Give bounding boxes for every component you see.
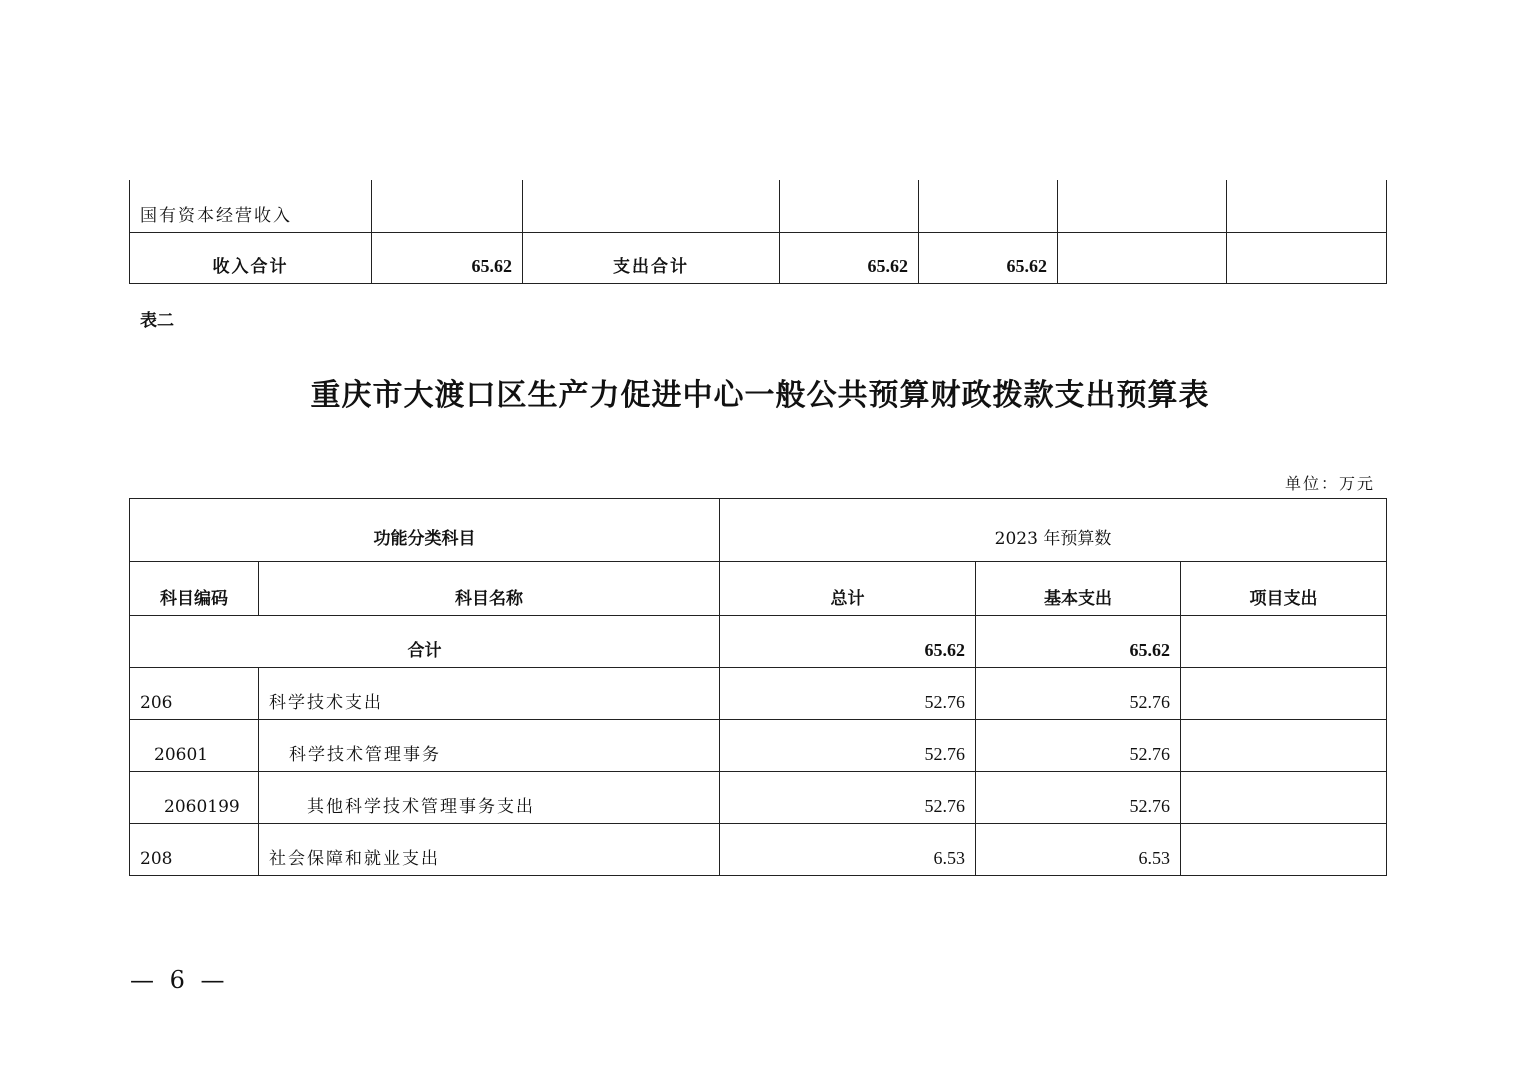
header-row [130, 562, 1387, 616]
cell [372, 180, 523, 232]
cell [523, 180, 780, 232]
cell [919, 180, 1058, 232]
subject-name: 科学技术管理事务 [259, 720, 720, 772]
page-title: 重庆市大渡口区生产力促进中心一般公共预算财政拨款支出预算表 [310, 378, 1210, 413]
project-header: 项目支出 [1181, 562, 1387, 616]
total-value: 52.76 [720, 668, 976, 720]
cell [1058, 232, 1227, 283]
sum-total: 65.62 [720, 616, 976, 668]
cell [1227, 180, 1387, 232]
subject-name: 科学技术支出 [259, 668, 720, 720]
total-value: 52.76 [720, 772, 976, 824]
sum-project [1181, 616, 1387, 668]
page-number: — 6 — [130, 966, 229, 994]
income-expense-summary-table [129, 180, 1387, 284]
header-row [130, 499, 1387, 562]
basic-value: 52.76 [976, 720, 1181, 772]
table-row [130, 180, 1387, 232]
budget-year-header: 2023 年预算数 [720, 499, 1387, 562]
sum-row [130, 616, 1387, 668]
project-value [1181, 668, 1387, 720]
subject-code: 2060199 [130, 772, 259, 824]
cell [1058, 180, 1227, 232]
project-value [1181, 720, 1387, 772]
sum-label: 合计 [130, 616, 720, 668]
basic-value: 52.76 [976, 668, 1181, 720]
unit-label: 单位：万元 [1284, 474, 1375, 493]
table-row [130, 824, 1387, 876]
cell [1227, 232, 1387, 283]
total-header: 总计 [720, 562, 976, 616]
table-row [130, 772, 1387, 824]
category-header: 功能分类科目 [130, 499, 720, 562]
name-header: 科目名称 [259, 562, 720, 616]
expense-total-value: 65.62 [780, 232, 919, 283]
subject-code: 20601 [130, 720, 259, 772]
project-value [1181, 772, 1387, 824]
table-label: 表二 [140, 311, 174, 331]
table-row [130, 668, 1387, 720]
income-total-value: 65.62 [372, 232, 523, 283]
subject-code: 208 [130, 824, 259, 876]
basic-header: 基本支出 [976, 562, 1181, 616]
income-total-label: 收入合计 [130, 232, 372, 283]
cell [780, 180, 919, 232]
total-value: 52.76 [720, 720, 976, 772]
subject-name: 社会保障和就业支出 [259, 824, 720, 876]
basic-value: 6.53 [976, 824, 1181, 876]
expense-total-label: 支出合计 [523, 232, 780, 283]
expense-sub-value: 65.62 [919, 232, 1058, 283]
table-row [130, 720, 1387, 772]
budget-expenditure-table [129, 498, 1387, 876]
subject-code: 206 [130, 668, 259, 720]
subject-name: 其他科学技术管理事务支出 [259, 772, 720, 824]
table-row [130, 232, 1387, 283]
row-label: 国有资本经营收入 [130, 180, 372, 232]
sum-basic: 65.62 [976, 616, 1181, 668]
total-value: 6.53 [720, 824, 976, 876]
basic-value: 52.76 [976, 772, 1181, 824]
code-header: 科目编码 [130, 562, 259, 616]
project-value [1181, 824, 1387, 876]
